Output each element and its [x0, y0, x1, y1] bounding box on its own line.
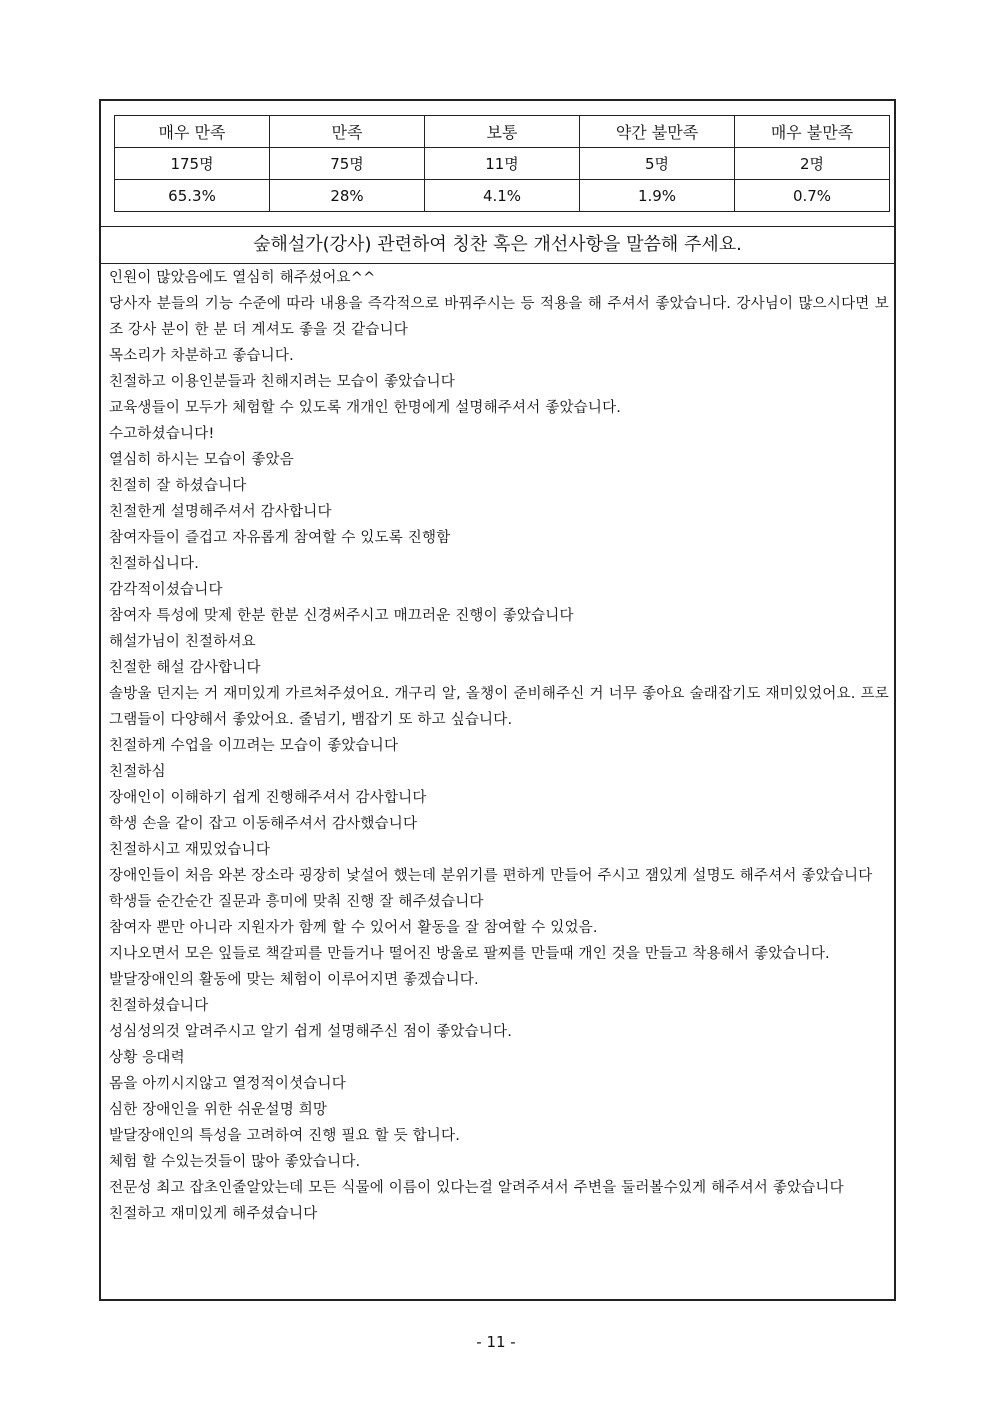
response-item: 목소리가 차분하고 좋습니다. [109, 348, 294, 364]
response-item: 참여자 특성에 맞제 한분 한분 신경써주시고 매끄러운 진행이 좋았습니다 [109, 608, 574, 624]
response-item: 장애인이 이해하기 쉽게 진행해주셔서 감사합니다 [109, 790, 427, 806]
response-item: 체험 할 수있는것들이 많아 좋았습니다. [109, 1154, 361, 1170]
header-somewhat-dissatisfied: 약간 불만족 [580, 116, 735, 148]
percent-cell: 0.7% [735, 180, 890, 212]
response-item: 참여자 뿐만 아니라 지원자가 함께 할 수 있어서 활동을 잘 참여할 수 있었음. [109, 920, 598, 936]
response-item: 해설가님이 친절하셔요 [109, 634, 256, 650]
count-cell: 175명 [115, 148, 270, 180]
response-item: 친절한 해설 감사합니다 [109, 660, 261, 676]
response-item: 친절하십니다. [109, 556, 200, 572]
response-item: 친절하고 재미있게 해주셨습니다 [109, 1206, 318, 1222]
table-percent-row [115, 180, 890, 212]
response-item: 학생 손을 같이 잡고 이동해주셔서 감사했습니다 [109, 816, 418, 832]
response-item: 장애인들이 처음 와본 장소라 굉장히 낯설어 했는데 분위기를 편하게 만들어 주시고 잼있게 설명도 해주셔서 좋았습니다 [109, 868, 873, 884]
table-count-row [115, 148, 890, 180]
satisfaction-table [114, 115, 890, 212]
header-neutral: 보통 [425, 116, 580, 148]
count-cell: 2명 [735, 148, 890, 180]
response-item: 당사자 분들의 기능 수준에 따라 내용을 즉각적으로 바꿔주시는 등 적용을 해 주셔서 좋았습니다. 강사님이 많으시다면 보조 강사 분이 한 분 더 계셔도 좋을 것 같습니다 [109, 296, 889, 338]
percent-cell: 28% [270, 180, 425, 212]
header-satisfied: 만족 [270, 116, 425, 148]
response-item: 친절하심 [109, 764, 166, 780]
satisfaction-section [101, 101, 894, 227]
response-item: 참여자들이 즐겁고 자유롭게 참여할 수 있도록 진행함 [109, 530, 451, 546]
count-cell: 75명 [270, 148, 425, 180]
response-item: 상황 응대력 [109, 1050, 185, 1066]
percent-cell: 65.3% [115, 180, 270, 212]
response-item: 친절하게 수업을 이끄려는 모습이 좋았습니다 [109, 738, 399, 754]
response-item: 친절한게 설명해주셔서 감사합니다 [109, 504, 332, 520]
table-header-row [115, 116, 890, 148]
response-item: 수고하셨습니다! [109, 426, 215, 442]
response-list [109, 265, 889, 1227]
response-item: 몸을 아끼시지않고 열정적이셧습니다 [109, 1076, 346, 1092]
count-cell: 5명 [580, 148, 735, 180]
response-item: 열심히 하시는 모습이 좋았음 [109, 452, 294, 468]
response-item: 감각적이셨습니다 [109, 582, 223, 598]
response-item: 발달장애인의 특성을 고려하여 진행 필요 할 듯 합니다. [109, 1128, 461, 1144]
response-item: 심한 장애인을 위한 쉬운설명 희망 [109, 1102, 328, 1118]
response-item: 친절하시고 재밌었습니다 [109, 842, 271, 858]
response-item: 발달장애인의 활동에 맞는 체험이 이루어지면 좋겠습니다. [109, 972, 479, 988]
page-number: - 11 - [476, 1333, 516, 1351]
response-item: 친절하고 이용인분들과 친해지려는 모습이 좋았습니다 [109, 374, 455, 390]
response-item: 전문성 최고 잡초인줄알았는데 모든 식물에 이름이 있다는걸 알려주셔서 주변을 둘러볼수있게 해주셔서 좋았습니다 [109, 1180, 844, 1196]
response-item: 솔방울 던지는 거 재미있게 가르쳐주셨어요. 개구리 알, 올챙이 준비해주신 거 너무 좋아요 술래잡기도 재미있었어요. 프로그램들이 다양해서 좋았어요. 줄넘기, 뱀잡기 또 하고 싶습니다. [109, 686, 889, 728]
response-item: 지나오면서 모은 잎들로 책갈피를 만들거나 떨어진 방울로 팔찌를 만들때 개인 것을 만들고 착용해서 좋았습니다. [109, 946, 830, 962]
survey-frame [99, 99, 896, 1301]
header-very-dissatisfied: 매우 불만족 [735, 116, 890, 148]
response-item: 교육생들이 모두가 체험할 수 있도록 개개인 한명에게 설명해주셔서 좋았습니다. [109, 400, 622, 416]
percent-cell: 4.1% [425, 180, 580, 212]
response-item: 친절하셨습니다 [109, 998, 209, 1014]
response-item: 학생들 순간순간 질문과 흥미에 맞춰 진행 잘 해주셨습니다 [109, 894, 484, 910]
response-item: 인원이 많았음에도 열심히 해주셨어요^^ [109, 270, 376, 286]
header-very-satisfied: 매우 만족 [115, 116, 270, 148]
response-item: 친절히 잘 하셨습니다 [109, 478, 247, 494]
count-cell: 11명 [425, 148, 580, 180]
response-item: 성심성의것 알려주시고 알기 쉽게 설명해주신 점이 좋았습니다. [109, 1024, 513, 1040]
question-heading: 숲해설가(강사) 관련하여 칭찬 혹은 개선사항을 말씀해 주세요. [101, 227, 894, 264]
percent-cell: 1.9% [580, 180, 735, 212]
